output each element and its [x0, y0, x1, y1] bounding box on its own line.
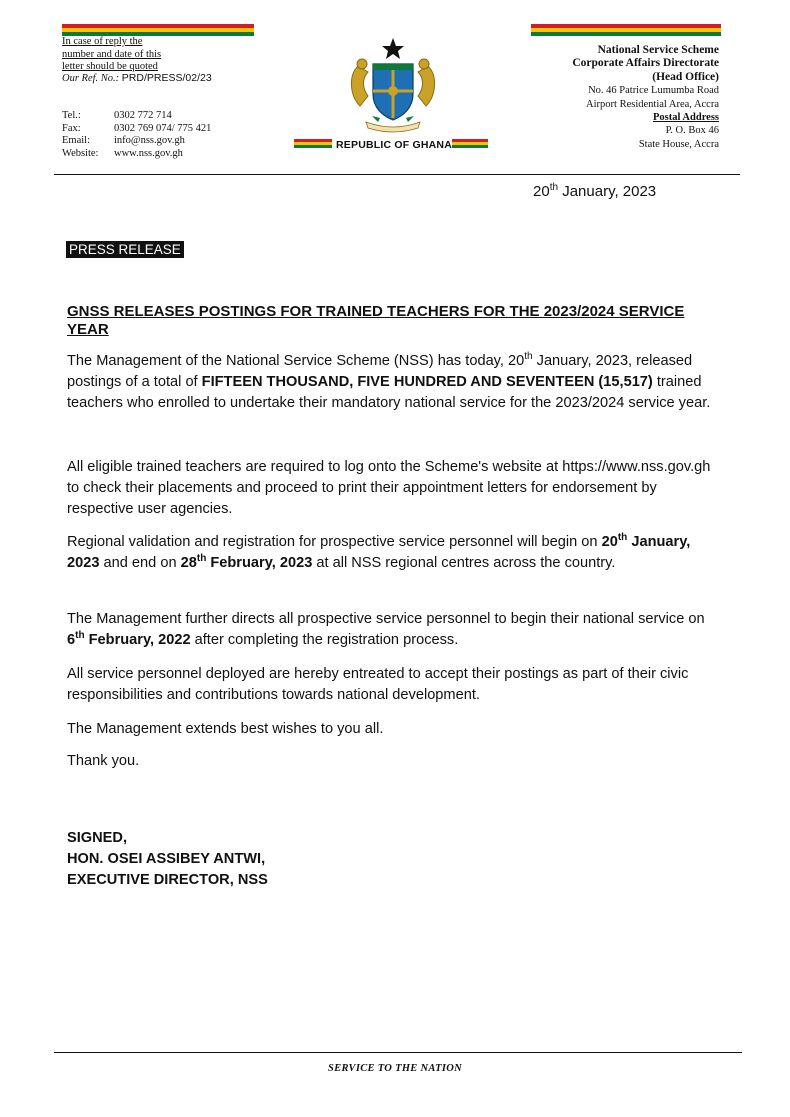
postal-label: Postal Address: [652, 112, 719, 124]
republic-of-ghana-label: REPUBLIC OF GHANA: [336, 139, 452, 151]
text: January, 2023, released postings of a total of: [67, 353, 693, 390]
signatory-position: EXECUTIVE DIRECTOR, NSS: [67, 872, 268, 888]
text: at all NSS regional centres across the country.: [312, 555, 616, 571]
contact-row: [62, 148, 211, 161]
reply-note-line: letter should be quoted: [62, 61, 158, 72]
street: No. 46 Patrice Lumumba Road: [588, 85, 719, 97]
ref-label: Our Ref. No.:: [62, 73, 120, 84]
contact-label: Website:: [62, 147, 99, 159]
date-rest: January, 2023: [558, 183, 657, 200]
text: Regional validation and registration for prospective service personnel will begin on: [67, 534, 602, 550]
reply-note-line: In case of reply the: [62, 36, 143, 47]
text: January, 2023: [67, 534, 691, 571]
text: The Management further directs all prospective service personnel to begin their national service on: [67, 611, 705, 627]
signed-label: SIGNED,: [67, 830, 128, 846]
contact-label: Fax:: [62, 122, 81, 134]
text: after completing the registration process.: [190, 632, 459, 648]
text: 20: [601, 534, 618, 550]
reply-note: [62, 36, 161, 74]
area: Airport Residential Area, Accra: [586, 98, 719, 110]
ref-value: PRD/PRESS/02/23: [121, 72, 212, 84]
reply-note-line: number and date of this: [62, 48, 162, 60]
text-bold: FIFTEEN THOUSAND, FIVE HUNDRED AND SEVENTEEN (15,517): [201, 374, 653, 390]
flag-bar-left: [62, 24, 254, 36]
text: February, 2023: [206, 555, 313, 571]
paragraph-7: Thank you.: [67, 753, 140, 769]
contact-row: [62, 135, 211, 148]
po-box: P. O. Box 46: [665, 125, 719, 137]
paragraph-3: [67, 532, 717, 574]
state-house: State House, Accra: [638, 138, 719, 150]
contact-value: info@nss.gov.gh: [114, 135, 185, 147]
contact-value: www.nss.gov.gh: [114, 147, 183, 159]
text: and end on: [99, 555, 181, 571]
signatory-name: HON. OSEI ASSIBEY ANTWI,: [67, 851, 266, 867]
text: 28: [180, 555, 197, 571]
text: trained teachers who enrolled to undertake their mandatory national service for the 2023/2024 service year.: [67, 374, 711, 411]
flag-bar-center-left: [294, 139, 332, 148]
paragraph-4: [67, 609, 717, 651]
contact-row: [62, 123, 211, 136]
flag-bar-right: [531, 24, 721, 36]
paragraph-1: [67, 351, 717, 414]
text: February, 2022: [84, 632, 191, 648]
press-release-label: PRESS RELEASE: [66, 241, 184, 258]
org-name: National Service Scheme: [597, 44, 719, 56]
date-suffix: th: [549, 182, 559, 193]
address-block: [572, 44, 719, 151]
text: The Management of the National Service Scheme (NSS) has today, 20: [67, 353, 525, 369]
text-sup: th: [617, 532, 628, 544]
text-bold: [181, 555, 313, 571]
header-divider: [54, 174, 740, 175]
flag-bar-center-right: [452, 139, 488, 148]
contact-row: [62, 110, 211, 123]
contact-label: Email:: [62, 135, 90, 147]
directorate: Corporate Affairs Directorate: [572, 57, 719, 70]
signature-block: [67, 828, 268, 891]
text-sup: th: [75, 630, 85, 642]
paragraph-2: All eligible trained teachers are required to log onto the Scheme's website at https://www.nss.gov.gh to check their placements and proceed to print their appointment letters for endorsement by respective user agencies.: [67, 459, 711, 517]
contact-value: 0302 769 074/ 775 421: [114, 122, 212, 134]
text-sup: th: [524, 351, 533, 363]
reference-number: [62, 72, 212, 84]
contact-value: 0302 772 714: [114, 110, 172, 121]
release-title: GNSS RELEASES POSTINGS FOR TRAINED TEACHERS FOR THE 2023/2024 SERVICE YEAR: [67, 303, 685, 338]
text-bold: [67, 632, 191, 648]
letter-date: [533, 183, 656, 200]
footer-divider: [54, 1052, 742, 1053]
paragraph-6: The Management extends best wishes to you all.: [67, 721, 384, 737]
coat-of-arms-icon: [338, 36, 448, 136]
date-day: 20: [533, 183, 550, 200]
footer-motto: SERVICE TO THE NATION: [328, 1063, 462, 1074]
office: (Head Office): [652, 70, 719, 83]
contact-block: [62, 110, 211, 160]
text: 6: [67, 632, 76, 648]
text-sup: th: [196, 553, 207, 565]
contact-label: Tel.:: [62, 110, 81, 121]
paragraph-5: All service personnel deployed are hereby entreated to accept their postings as part of their civic responsibilities and contributions towards national development.: [67, 666, 689, 703]
